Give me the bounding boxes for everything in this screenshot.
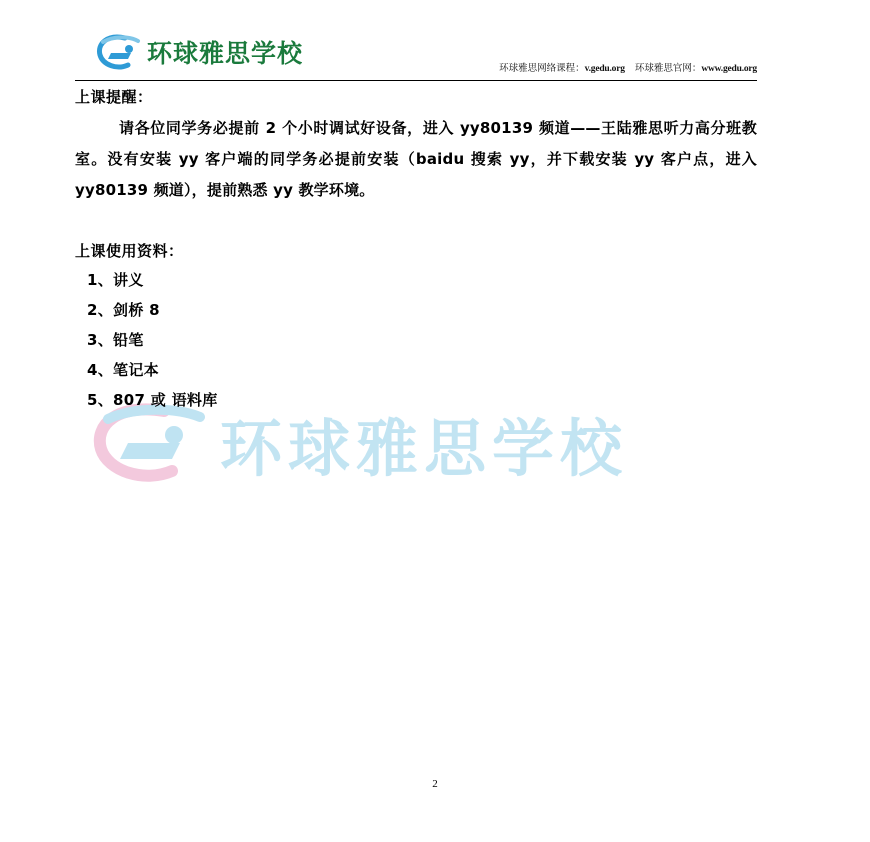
- list-item: 1、讲义: [87, 271, 144, 289]
- brand-logo-text: 环球雅思学校: [147, 39, 304, 68]
- page-number: 2: [432, 778, 438, 790]
- header-site-url: www.gedu.org: [701, 64, 757, 74]
- header-course-label: 环球雅思网络课程：: [499, 64, 585, 74]
- header-site-label: 环球雅思官网：: [634, 64, 702, 74]
- header-links: [499, 60, 757, 74]
- page-header: [75, 30, 757, 82]
- page-footer: [0, 778, 870, 790]
- header-divider: [75, 80, 757, 81]
- materials-heading: 上课使用资料：: [75, 242, 184, 260]
- brand-logo: [95, 32, 303, 72]
- list-item: 5、807 或 语料库: [87, 391, 218, 409]
- globe-swoosh-logo-icon: [95, 32, 141, 72]
- list-item: 3、铅笔: [87, 331, 144, 349]
- list-item: 4、笔记本: [87, 361, 159, 379]
- document-content: [75, 86, 765, 415]
- header-course-url: v.gedu.org: [584, 64, 625, 74]
- reminder-heading: 上课提醒：: [75, 88, 153, 106]
- watermark-text: 环球雅思学校: [220, 411, 629, 485]
- reminder-paragraph: 请各位同学务必提前 2 个小时调试好设备，进入 yy80139 频道——王陆雅思听力高分班教室。没有安装 yy 客户端的同学务必提前安装（baidu 搜索 yy，并下载安装 yy 客户点，进入 yy80139 频道），提前熟悉 yy 教学环境。: [75, 119, 757, 199]
- list-item: 2、剑桥 8: [87, 301, 160, 319]
- materials-list: [75, 265, 765, 415]
